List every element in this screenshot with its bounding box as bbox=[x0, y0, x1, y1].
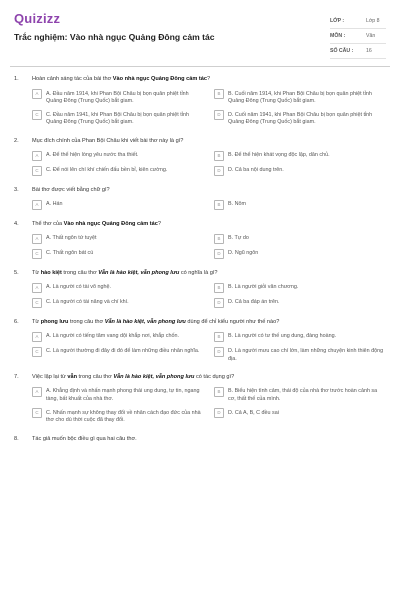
option-letter-box: C bbox=[32, 249, 42, 259]
question-item bbox=[0, 435, 400, 447]
option-text: C. Thất ngôn bát cú bbox=[46, 250, 94, 257]
answer-option[interactable] bbox=[214, 152, 386, 161]
question-text-segment: phong lưu bbox=[40, 318, 69, 325]
header-divider bbox=[10, 66, 390, 67]
answer-option[interactable] bbox=[32, 299, 204, 308]
question-text-segment: Mục đích chính của Phan Bội Châu khi viết bài thơ này là gì? bbox=[32, 137, 184, 144]
option-text: B. Biểu hiện tình cảm, thái độ của nhà thơ trước hoàn cảnh sa cơ, thất thế của mình. bbox=[228, 388, 378, 402]
question-number: 2. bbox=[14, 137, 19, 144]
option-text: A. Là người có tiếng tăm vang dội khắp nơi, khắp chốn. bbox=[46, 333, 179, 340]
question-text-segment: trong câu thơ bbox=[68, 318, 105, 325]
worksheet-meta bbox=[330, 14, 386, 59]
option-text: D. Ngũ ngôn bbox=[228, 250, 259, 257]
question-text-segment: Từ bbox=[32, 269, 41, 276]
question-number: 5. bbox=[14, 269, 19, 276]
answer-option[interactable] bbox=[214, 299, 386, 308]
option-letter-box: C bbox=[32, 298, 42, 308]
question-text-segment: Vẫn là hào kiệt, vẫn phong lưu bbox=[113, 373, 195, 380]
question-text-segment: ? bbox=[206, 76, 211, 82]
answer-option[interactable] bbox=[214, 333, 386, 342]
question-text bbox=[0, 75, 400, 87]
option-letter-box: D bbox=[214, 110, 224, 120]
answer-option[interactable] bbox=[214, 388, 386, 403]
meta-value: 16 bbox=[366, 48, 372, 54]
worksheet-header bbox=[0, 0, 400, 62]
answer-options bbox=[0, 90, 400, 127]
option-text: A. Hán bbox=[46, 201, 63, 208]
option-text: A. Đầu năm 1914, khi Phan Bội Châu bị bọn quân phiệt tỉnh Quảng Đông (Trung Quốc) bắt giam. bbox=[46, 90, 189, 104]
option-letter-box: B bbox=[214, 387, 224, 397]
option-letter-box: A bbox=[32, 151, 42, 161]
answer-option[interactable] bbox=[32, 348, 204, 363]
question-text-segment: dùng để chỉ kiểu người như thế nào? bbox=[185, 318, 280, 325]
answer-option[interactable] bbox=[214, 250, 386, 259]
option-text: B. Tự do bbox=[228, 235, 249, 242]
question-number: 6. bbox=[14, 318, 19, 325]
quizizz-logo: Quizizz bbox=[14, 11, 61, 26]
option-text: D. Cả ba đáp án trên. bbox=[228, 299, 280, 306]
question-item bbox=[0, 186, 400, 210]
option-letter-box: C bbox=[32, 166, 42, 176]
meta-row-count bbox=[330, 44, 386, 59]
answer-options bbox=[0, 201, 400, 210]
meta-label: MÔN : bbox=[330, 33, 346, 39]
option-text: C. Nhấn mạnh sự không thay đổi về nhân cách đạo đức của nhà thơ cho dù thời cuộc đã thay đổi. bbox=[46, 409, 201, 424]
question-text-segment: trong câu thơ bbox=[61, 269, 99, 276]
option-letter-box: B bbox=[214, 234, 224, 244]
option-letter-box: A bbox=[32, 283, 42, 293]
answer-option[interactable] bbox=[214, 409, 386, 424]
question-text-segment: hào kiệt bbox=[40, 269, 62, 276]
question-text-segment: Vẫn là hào kiệt, vẫn phong lưu bbox=[98, 269, 180, 276]
question-text-segment: Việc lặp lại từ bbox=[32, 373, 68, 380]
answer-option[interactable] bbox=[32, 152, 204, 161]
option-letter-box: B bbox=[214, 89, 224, 99]
question-number: 1. bbox=[14, 76, 19, 82]
option-text: B. Nôm bbox=[228, 201, 246, 208]
meta-label: SỐ CÂU : bbox=[330, 48, 354, 54]
question-number: 4. bbox=[14, 220, 19, 227]
answer-option[interactable] bbox=[32, 111, 204, 126]
meta-label: LỚP : bbox=[330, 18, 345, 24]
option-letter-box: A bbox=[32, 332, 42, 342]
option-text: D. Cuối năm 1941, khi Phan Bội Châu bị bọn quân phiệt tỉnh Quảng Đông (Trung Quốc) bắt giam. bbox=[228, 111, 373, 126]
answer-option[interactable] bbox=[214, 167, 386, 176]
option-letter-box: D bbox=[214, 166, 224, 176]
answer-options bbox=[0, 235, 400, 259]
option-text: C. Là người thường đi đây đi đó để làm những điều nhân nghĩa. bbox=[46, 348, 200, 355]
option-letter-box: C bbox=[32, 408, 42, 418]
question-text-segment: Từ bbox=[32, 318, 41, 325]
question-text-segment: Vào nhà ngục Quảng Đông cảm tác bbox=[112, 76, 207, 82]
question-text bbox=[0, 318, 400, 330]
answer-option[interactable] bbox=[214, 90, 386, 105]
question-text bbox=[0, 435, 400, 447]
question-text-segment: có nghĩa là gì? bbox=[179, 269, 218, 276]
answer-option[interactable] bbox=[32, 90, 204, 105]
answer-option[interactable] bbox=[214, 284, 386, 293]
option-letter-box: D bbox=[214, 408, 224, 418]
option-letter-box: A bbox=[32, 200, 42, 210]
question-text-segment: Vẫn là hào kiệt, vẫn phong lưu bbox=[104, 318, 186, 325]
option-letter-box: C bbox=[32, 347, 42, 357]
question-item bbox=[0, 373, 400, 425]
question-text-segment: Vào nhà ngục Quảng Đông cảm tác bbox=[63, 220, 158, 227]
option-text: B. Là người có tư thế ung dung, đàng hoàng. bbox=[228, 333, 337, 340]
option-letter-box: D bbox=[214, 347, 224, 357]
option-letter-box: B bbox=[214, 200, 224, 210]
answer-option[interactable] bbox=[214, 348, 386, 363]
question-text bbox=[0, 137, 400, 149]
question-item bbox=[0, 137, 400, 176]
meta-value: Văn bbox=[366, 33, 376, 39]
answer-option[interactable] bbox=[32, 333, 204, 342]
question-item bbox=[0, 318, 400, 363]
option-letter-box: B bbox=[214, 332, 224, 342]
answer-option[interactable] bbox=[32, 235, 204, 244]
question-number: 8. bbox=[14, 435, 19, 442]
option-text: A. Là người có tài võ nghệ. bbox=[46, 284, 111, 291]
option-text: D. Cả ba nội dung trên. bbox=[228, 167, 284, 174]
option-letter-box: D bbox=[214, 249, 224, 259]
answer-options bbox=[0, 333, 400, 363]
answer-option[interactable] bbox=[32, 284, 204, 293]
meta-value: Lớp 8 bbox=[366, 18, 380, 24]
answer-option[interactable] bbox=[32, 409, 204, 424]
answer-option[interactable] bbox=[32, 201, 204, 210]
option-text: D. Là người mưu cao chí lớn, làm những chuyện kinh thiên động địa. bbox=[228, 348, 384, 362]
question-text bbox=[0, 220, 400, 232]
option-text: A. Để thể hiện lòng yêu nước tha thiết. bbox=[46, 152, 139, 159]
meta-row-class bbox=[330, 14, 386, 29]
question-list bbox=[0, 75, 400, 457]
question-text bbox=[0, 373, 400, 385]
question-number: 3. bbox=[14, 186, 19, 193]
option-letter-box: A bbox=[32, 387, 42, 397]
answer-option[interactable] bbox=[32, 388, 204, 403]
option-text: A. Thất ngôn tứ tuyệt bbox=[46, 235, 97, 242]
question-text-segment: trong câu thơ bbox=[77, 373, 114, 380]
answer-options bbox=[0, 152, 400, 176]
question-text-segment: ? bbox=[157, 220, 161, 227]
option-letter-box: A bbox=[32, 234, 42, 244]
option-text: D. Cả A, B, C đều sai bbox=[228, 409, 279, 416]
answer-option[interactable] bbox=[32, 250, 204, 259]
question-text-segment: Thể thơ của bbox=[32, 220, 64, 227]
option-letter-box: B bbox=[214, 283, 224, 293]
question-text bbox=[0, 269, 400, 281]
answer-option[interactable] bbox=[214, 201, 386, 210]
question-text-segment: vẫn bbox=[67, 373, 77, 380]
question-text-segment: có tác dụng gì? bbox=[194, 373, 235, 380]
page-title: Trắc nghiệm: Vào nhà ngục Quảng Đông cảm tác bbox=[14, 32, 215, 42]
option-text: C. Đầu năm 1941, khi Phan Bội Châu bị bọn quân phiệt tỉnh Quảng Đông (Trung Quốc) bắt giam. bbox=[46, 111, 189, 126]
answer-options bbox=[0, 284, 400, 308]
option-text: A. Khẳng định và nhấn mạnh phong thái ung dung, tự tin, ngang tàng, bất khuất của nhà thơ. bbox=[46, 388, 200, 402]
option-text: B. Để thể hiện khát vọng độc lập, dân chủ. bbox=[228, 152, 330, 159]
question-text-segment: Tác giả muốn bộc điều gì qua hai câu thơ. bbox=[32, 435, 137, 442]
option-letter-box: A bbox=[32, 89, 42, 99]
question-text bbox=[0, 186, 400, 198]
question-item bbox=[0, 220, 400, 259]
question-item bbox=[0, 75, 400, 127]
option-text: C. Để nói lên chí khí chiến đấu bền bỉ, kiên cường. bbox=[46, 167, 168, 174]
meta-row-subject bbox=[330, 29, 386, 44]
option-text: C. Là người có tài năng và chí khí. bbox=[46, 299, 129, 306]
option-letter-box: D bbox=[214, 298, 224, 308]
option-letter-box: B bbox=[214, 151, 224, 161]
question-item bbox=[0, 269, 400, 308]
answer-options bbox=[0, 388, 400, 425]
option-text: B. Là người giỏi văn chương. bbox=[228, 284, 299, 291]
question-number: 7. bbox=[14, 373, 19, 380]
answer-option[interactable] bbox=[32, 167, 204, 176]
question-text-segment: Hoàn cảnh sáng tác của bài thơ bbox=[32, 76, 113, 82]
question-text-segment: Bài thơ được viết bằng chữ gì? bbox=[32, 186, 110, 193]
option-text: B. Cuối năm 1914, khi Phan Bội Châu bị bọn quân phiệt tỉnh Quảng Đông (Trung Quốc) bắt giam. bbox=[228, 90, 372, 104]
answer-option[interactable] bbox=[214, 111, 386, 126]
answer-option[interactable] bbox=[214, 235, 386, 244]
option-letter-box: C bbox=[32, 110, 42, 120]
